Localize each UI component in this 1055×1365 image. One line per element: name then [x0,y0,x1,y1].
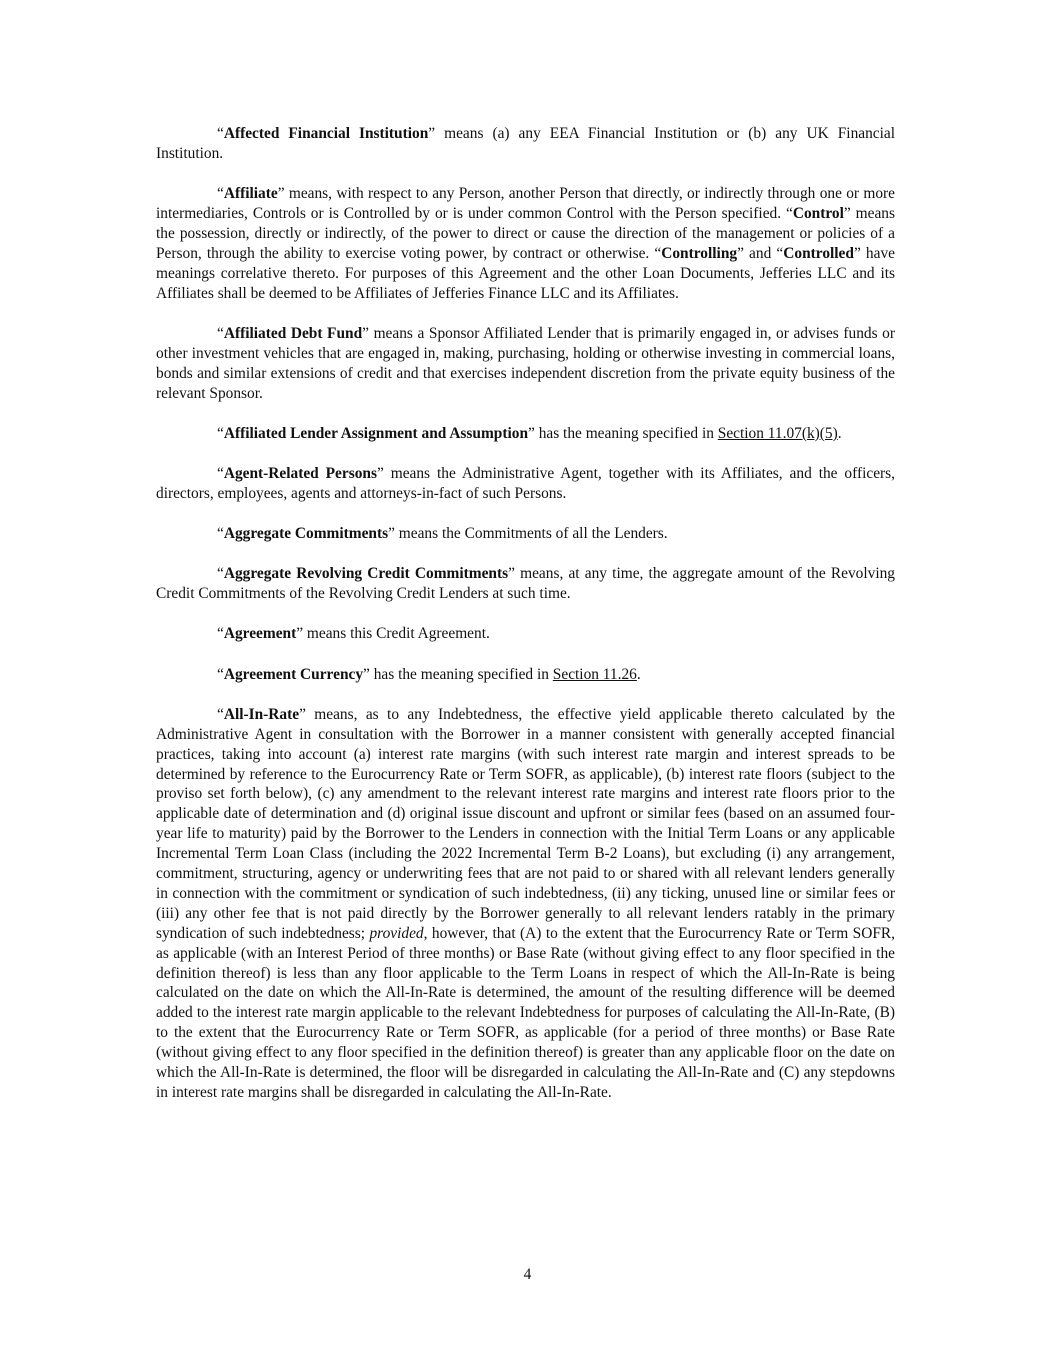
definition-text: ” means, with respect to any Person, another Person that directly, or indirectly through one or more intermediaries, Controls or is Controlled by or is under common Control with the Person specified. “ [156,185,895,223]
definition-text: “ [217,565,224,583]
definition-text: “ [217,324,224,342]
defined-term: Control [792,205,844,223]
definition-text: ” means the possession, directly or indirectly, of the power to direct or cause the direction of the management or policies of a Person, through the ability to exercise voting power, by contract or otherwise. “ [156,205,895,262]
definition-paragraph [156,624,895,644]
defined-term: Controlling [661,244,738,262]
definition-text: ” means the Administrative Agent, together with its Affiliates, and the officers, directors, employees, agents and attorneys-in-fact of such Persons. [156,464,895,502]
definition-text: . [837,424,842,442]
definition-text: ” means this Credit Agreement. [296,625,490,643]
definition-text: . [636,665,641,683]
definition-paragraph [156,464,895,504]
definition-text: “ [217,464,224,482]
definition-text: “ [217,125,224,142]
definition-text: “ [217,625,224,643]
definition-text: , however, that (A) to the extent that the Eurocurrency Rate or Term SOFR, as applicable (with an Interest Period of three months) or Base Rate (without giving effect to any floor specified in the definition thereof) is less than any floor applicable to the Term Loans in respect of which the All-In-Rate is being calculated on the date on which the All-In-Rate is determined, the amount of the resulting difference will be deemed added to the interest rate margin applicable to the relevant Indebtedness for purposes of calculating the All-In-Rate, (B) to the extent that the Eurocurrency Rate or Term SOFR, as applicable (for a period of three months) or Base Rate (without giving effect to any floor specified in the definition thereof) is greater than any applicable floor on the date on which the All-In-Rate is determined, the floor will be disregarded in calculating the All-In-Rate and (C) any stepdowns in interest rate margins shall be disregarded in calculating the All-In-Rate. [156,924,895,1102]
definition-paragraph [156,564,895,604]
definition-text: “ [217,665,224,683]
defined-term: Controlled [783,244,854,262]
defined-term: Aggregate Commitments [223,525,389,543]
definition-paragraph [156,324,895,404]
defined-term: All-In-Rate [223,705,300,723]
definition-text: “ [217,424,224,442]
defined-term: Affiliate [223,185,278,203]
definition-paragraph [156,424,895,444]
definition-paragraph [156,665,895,685]
definition-text: ” means (a) any EEA Financial Institution or (b) any UK Financial Institution. [156,125,895,162]
definition-text: ” have meanings correlative thereto. For purposes of this Agreement and the other Loan Documents, Jefferies LLC and its Affiliates shall be deemed to be Affiliates of Jefferies Finance LLC and its Affiliates. [156,244,895,302]
defined-term: Affiliated Lender Assignment and Assumption [223,424,529,442]
defined-term: Affiliated Debt Fund [223,324,363,342]
definition-paragraph [156,705,895,1103]
definition-paragraph [156,184,895,303]
definition-text: ” means, at any time, the aggregate amount of the Revolving Credit Commitments of the Revolving Credit Lenders at such time. [156,565,895,603]
definition-text: ” means a Sponsor Affiliated Lender that is primarily engaged in, or advises funds or other investment vehicles that are engaged in, making, purchasing, holding or otherwise investing in commercial loans, bonds and similar extensions of credit and that exercises independent discretion from the private equity business of the relevant Sponsor. [156,324,895,402]
definition-text: ” has the meaning specified in [363,665,553,683]
definition-text: “ [217,185,224,203]
definition-paragraph [156,524,895,544]
section-reference: Section 11.26 [552,665,637,683]
section-reference: Section 11.07(k)(5) [717,424,838,442]
defined-term: Aggregate Revolving Credit Commitments [223,565,509,583]
definition-text: ” has the meaning specified in [528,424,718,442]
definition-text: ” means the Commitments of all the Lenders. [388,525,668,543]
defined-term: Agreement Currency [223,665,364,683]
definition-text: ” and “ [737,244,784,262]
definition-text: “ [217,525,224,543]
definitions-page-body [156,124,895,1103]
definition-text: “ [217,705,224,723]
defined-term: Agreement [223,625,297,643]
page-number: 4 [523,1266,532,1283]
definition-paragraph [156,124,895,164]
defined-term: Affected Financial Institution [223,125,429,142]
defined-term: Agent-Related Persons [223,464,377,482]
definition-text: ” means, as to any Indebtedness, the effective yield applicable thereto calculated by the Administrative Agent in consultation with the Borrower in a manner consistent with generally accepted financial practices, taking into account (a) interest rate margins (with such interest rate margin and interest spreads to be determined by reference to the Eurocurrency Rate or Term SOFR, as applicable), (b) interest rate floors (subject to the proviso set forth below), (c) any amendment to the relevant interest rate margins and interest rate floors prior to the applicable date of determination and (d) original issue discount and upfront or similar fees (based on an assumed four-year life to maturity) paid by the Borrower to the Lenders in connection with the Initial Term Loans or any applicable Incremental Term Loan Class (including the 2022 Incremental Term B-2 Loans), but excluding (i) any arrangement, commitment, structuring, agency or underwriting fees that are not paid to or shared with all relevant lenders generally in connection with the commitment or syndication of such indebtedness, (ii) any ticking, unused line or similar fees or (iii) any other fee that is not paid directly by the Borrower generally to all relevant lenders ratably in the primary syndication of such indebtedness; [156,705,895,942]
emphasis-text: provided [369,924,424,942]
